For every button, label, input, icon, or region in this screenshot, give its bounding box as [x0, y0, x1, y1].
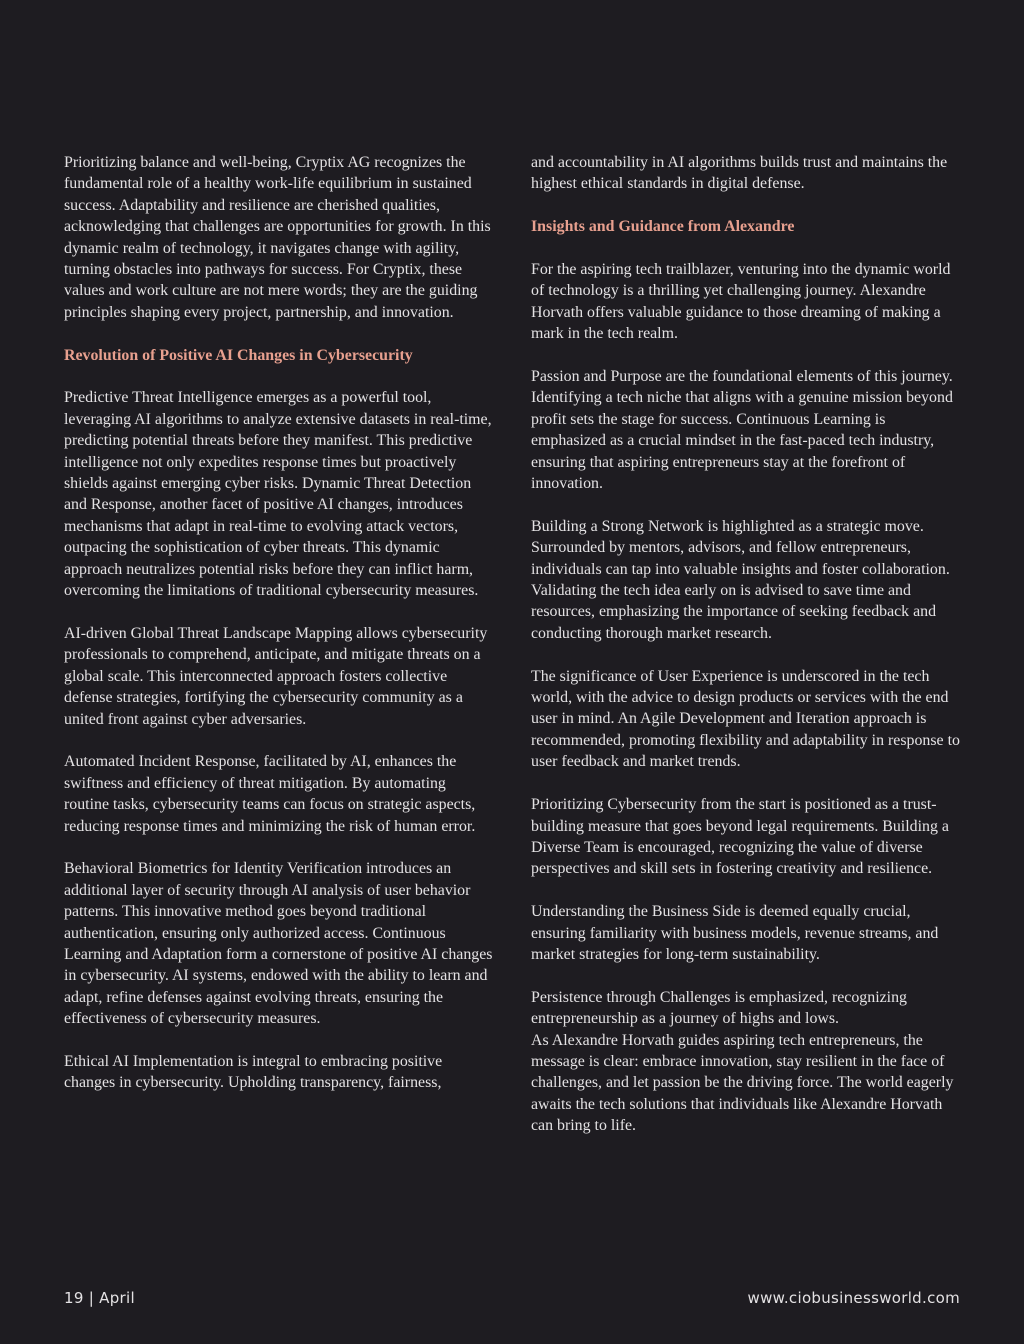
paragraph-business-side: Understanding the Business Side is deemed equally crucial, ensuring familiarity with business models, revenue streams, and market strategies for long-term sustainability. [531, 903, 939, 963]
paragraph-passion-purpose: Passion and Purpose are the foundational elements of this journey. Identifying a tech niche that aligns with a genuine mission beyond profit sets the stage for success. Continuous Learning is emphasized as a crucial mindset in the fast-paced tech industry, ensuring that aspiring entrepreneurs stay at the forefront of innovation. [531, 368, 953, 493]
left-column [64, 152, 494, 1094]
section-heading-ai-revolution: Revolution of Positive AI Changes in Cybersecurity [64, 346, 413, 364]
paragraph-user-experience: The significance of User Experience is underscored in the tech world, with the advice to design products or services with the end user in mind. An Agile Development and Iteration approach is recommended, promoting flexibility and adaptability in response to user feedback and market trends. [531, 667, 960, 771]
website-link[interactable]: www.ciobusinessworld.com [747, 1289, 960, 1307]
paragraph-incident-response: Automated Incident Response, facilitated by AI, enhances the swiftness and efficiency of threat mitigation. By automating routine tasks, cybersecurity teams can focus on strategic aspects, reducing response times and minimizing the risk of human error. [64, 753, 476, 835]
section-heading-insights: Insights and Guidance from Alexandre [531, 218, 795, 236]
right-column [531, 152, 961, 1137]
paragraph-trailblazer: For the aspiring tech trailblazer, venturing into the dynamic world of technology is a thrilling yet challenging journey. Alexandre Horvath offers valuable guidance to those dreaming of making a mark in the tech realm. [531, 261, 951, 343]
paragraph-cybersecurity-first: Prioritizing Cybersecurity from the start is positioned as a trust-building measure that goes beyond legal requirements. Building a Diverse Team is encouraged, recognizing the value of diverse perspectives and skill sets in fostering creativity and resilience. [531, 796, 949, 878]
paragraph-threat-mapping: AI-driven Global Threat Landscape Mapping allows cybersecurity professionals to comprehend, anticipate, and mitigate threats on a global scale. This interconnected approach fosters collective defense strategies, fortifying the cybersecurity community as a united front against cyber adversaries. [64, 624, 488, 728]
paragraph-strong-network: Building a Strong Network is highlighted as a strategic move. Surrounded by mentors, advisors, and fellow entrepreneurs, individuals can tap into valuable insights and foster collaboration. Validating the tech idea early on is advised to save time and resources, emphasizing the importance of seeking feedback and conducting thorough market research. [531, 517, 950, 642]
paragraph-persistence: Persistence through Challenges is emphasized, recognizing entrepreneurship as a journey of highs and lows. [531, 988, 907, 1028]
paragraph-behavioral-biometrics: Behavioral Biometrics for Identity Verification introduces an additional layer of security through AI analysis of user behavior patterns. This innovative method goes beyond traditional authentication, ensuring only authorized access. Continuous Learning and Adaptation form a cornerstone of positive AI changes in cybersecurity. AI systems, endowed with the ability to learn and adapt, refine defenses against evolving threats, ensuring the effectiveness of cybersecurity measures. [64, 860, 493, 1028]
paragraph-work-culture: Prioritizing balance and well-being, Cryptix AG recognizes the fundamental role of a healthy work-life equilibrium in sustained success. Adaptability and resilience are cherished qualities, acknowledging that challenges are opportunities for growth. In this dynamic realm of technology, it navigates change with agility, turning obstacles into pathways for success. For Cryptix, these values and work culture are not mere words; they are the guiding principles shaping every project, partnership, and innovation. [64, 154, 491, 321]
page-number: 19 | April [64, 1289, 135, 1307]
paragraph-predictive-threat: Predictive Threat Intelligence emerges as a powerful tool, leveraging AI algorithms to analyze extensive datasets in real-time, predicting potential threats before they manifest. This predictive intelligence not only expedites response times but proactively shields against emerging cyber risks. Dynamic Threat Detection and Response, another facet of positive AI changes, introduces mechanisms that adapt in real-time to evolving attack vectors, outpacing the sophistication of cyber threats. This dynamic approach neutralizes potential risks before they can inflict harm, overcoming the limitations of traditional cybersecurity measures. [64, 389, 492, 600]
paragraph-accountability: and accountability in AI algorithms builds trust and maintains the highest ethical standards in digital defense. [531, 154, 948, 193]
paragraph-ethical-ai: Ethical AI Implementation is integral to embracing positive changes in cybersecurity. Upholding transparency, fairness, [64, 1052, 443, 1092]
paragraph-conclusion: As Alexandre Horvath guides aspiring tech entrepreneurs, the message is clear: embrace innovation, stay resilient in the face of challenges, and let passion be the driving force. The world eagerly awaits the tech solutions that individuals like Alexandre Horvath can bring to life. [531, 1031, 954, 1135]
